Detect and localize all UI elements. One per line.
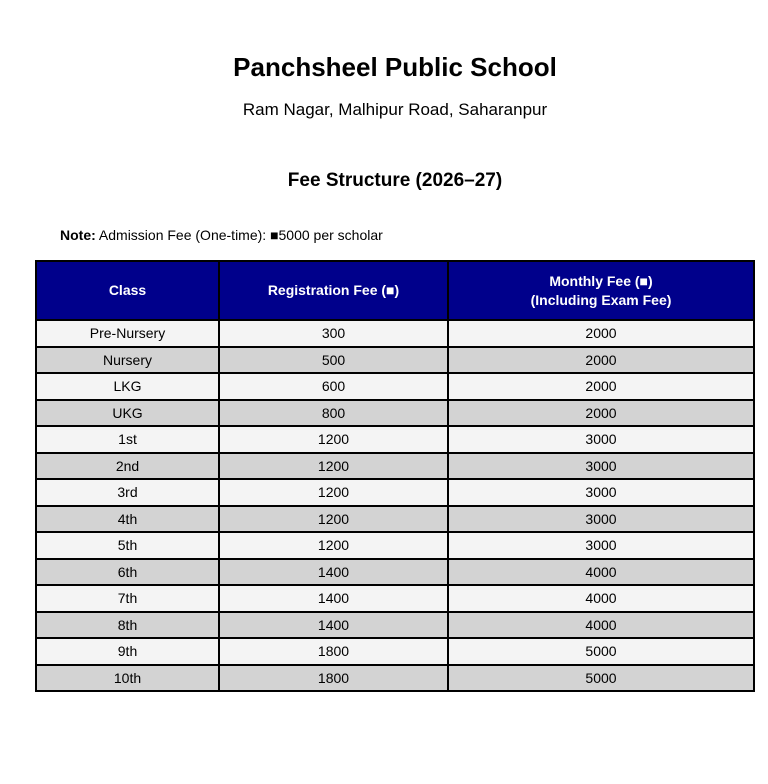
- class-cell: 6th: [36, 559, 219, 586]
- class-cell: 4th: [36, 506, 219, 533]
- table-row: [36, 559, 754, 586]
- table-row: [36, 373, 754, 400]
- table-row: [36, 320, 754, 347]
- class-cell: 9th: [36, 638, 219, 665]
- monthly-fee-cell: 2000: [448, 373, 754, 400]
- fee-table: [35, 260, 755, 692]
- header-registration-fee: Registration Fee (■): [219, 261, 448, 320]
- registration-fee-cell: 1200: [219, 479, 448, 506]
- table-row: [36, 400, 754, 427]
- registration-fee-cell: 800: [219, 400, 448, 427]
- admission-note: [60, 227, 383, 243]
- registration-fee-cell: 500: [219, 347, 448, 374]
- class-cell: Pre-Nursery: [36, 320, 219, 347]
- monthly-fee-cell: 3000: [448, 453, 754, 480]
- monthly-fee-cell: 4000: [448, 585, 754, 612]
- header-monthly-fee-line1: Monthly Fee (■): [549, 272, 653, 289]
- registration-fee-cell: 1400: [219, 612, 448, 639]
- monthly-fee-cell: 2000: [448, 320, 754, 347]
- monthly-fee-cell: 2000: [448, 347, 754, 374]
- table-row: [36, 638, 754, 665]
- monthly-fee-cell: 2000: [448, 400, 754, 427]
- page-subtitle: Fee Structure (2026–27): [287, 170, 503, 191]
- note-label: Note:: [60, 227, 96, 243]
- monthly-fee-cell: 4000: [448, 559, 754, 586]
- class-cell: 5th: [36, 532, 219, 559]
- class-cell: 7th: [36, 585, 219, 612]
- table-row: [36, 479, 754, 506]
- registration-fee-cell: 1400: [219, 585, 448, 612]
- header-monthly-fee-line2: (Including Exam Fee): [530, 291, 672, 308]
- registration-fee-cell: 1200: [219, 453, 448, 480]
- table-row: [36, 585, 754, 612]
- class-cell: 10th: [36, 665, 219, 692]
- table-row: [36, 506, 754, 533]
- monthly-fee-cell: 3000: [448, 532, 754, 559]
- monthly-fee-cell: 3000: [448, 479, 754, 506]
- school-name: Panchsheel Public School: [233, 52, 557, 82]
- table-row: [36, 665, 754, 692]
- registration-fee-cell: 600: [219, 373, 448, 400]
- header-monthly-fee: [448, 261, 754, 320]
- table-row: [36, 532, 754, 559]
- table-row: [36, 426, 754, 453]
- table-row: [36, 347, 754, 374]
- monthly-fee-cell: 4000: [448, 612, 754, 639]
- registration-fee-cell: 1800: [219, 665, 448, 692]
- registration-fee-cell: 300: [219, 320, 448, 347]
- header-class: Class: [36, 261, 219, 320]
- monthly-fee-cell: 5000: [448, 638, 754, 665]
- note-text: Admission Fee (One-time): ■5000 per scholar: [98, 227, 383, 243]
- table-row: [36, 453, 754, 480]
- class-cell: 3rd: [36, 479, 219, 506]
- registration-fee-cell: 1200: [219, 532, 448, 559]
- table-header-row: [36, 261, 754, 320]
- class-cell: UKG: [36, 400, 219, 427]
- registration-fee-cell: 1200: [219, 506, 448, 533]
- school-address: Ram Nagar, Malhipur Road, Saharanpur: [242, 100, 548, 119]
- class-cell: Nursery: [36, 347, 219, 374]
- monthly-fee-cell: 3000: [448, 426, 754, 453]
- class-cell: 2nd: [36, 453, 219, 480]
- registration-fee-cell: 1400: [219, 559, 448, 586]
- table-row: [36, 612, 754, 639]
- class-cell: 1st: [36, 426, 219, 453]
- class-cell: LKG: [36, 373, 219, 400]
- monthly-fee-cell: 5000: [448, 665, 754, 692]
- monthly-fee-cell: 3000: [448, 506, 754, 533]
- registration-fee-cell: 1200: [219, 426, 448, 453]
- registration-fee-cell: 1800: [219, 638, 448, 665]
- class-cell: 8th: [36, 612, 219, 639]
